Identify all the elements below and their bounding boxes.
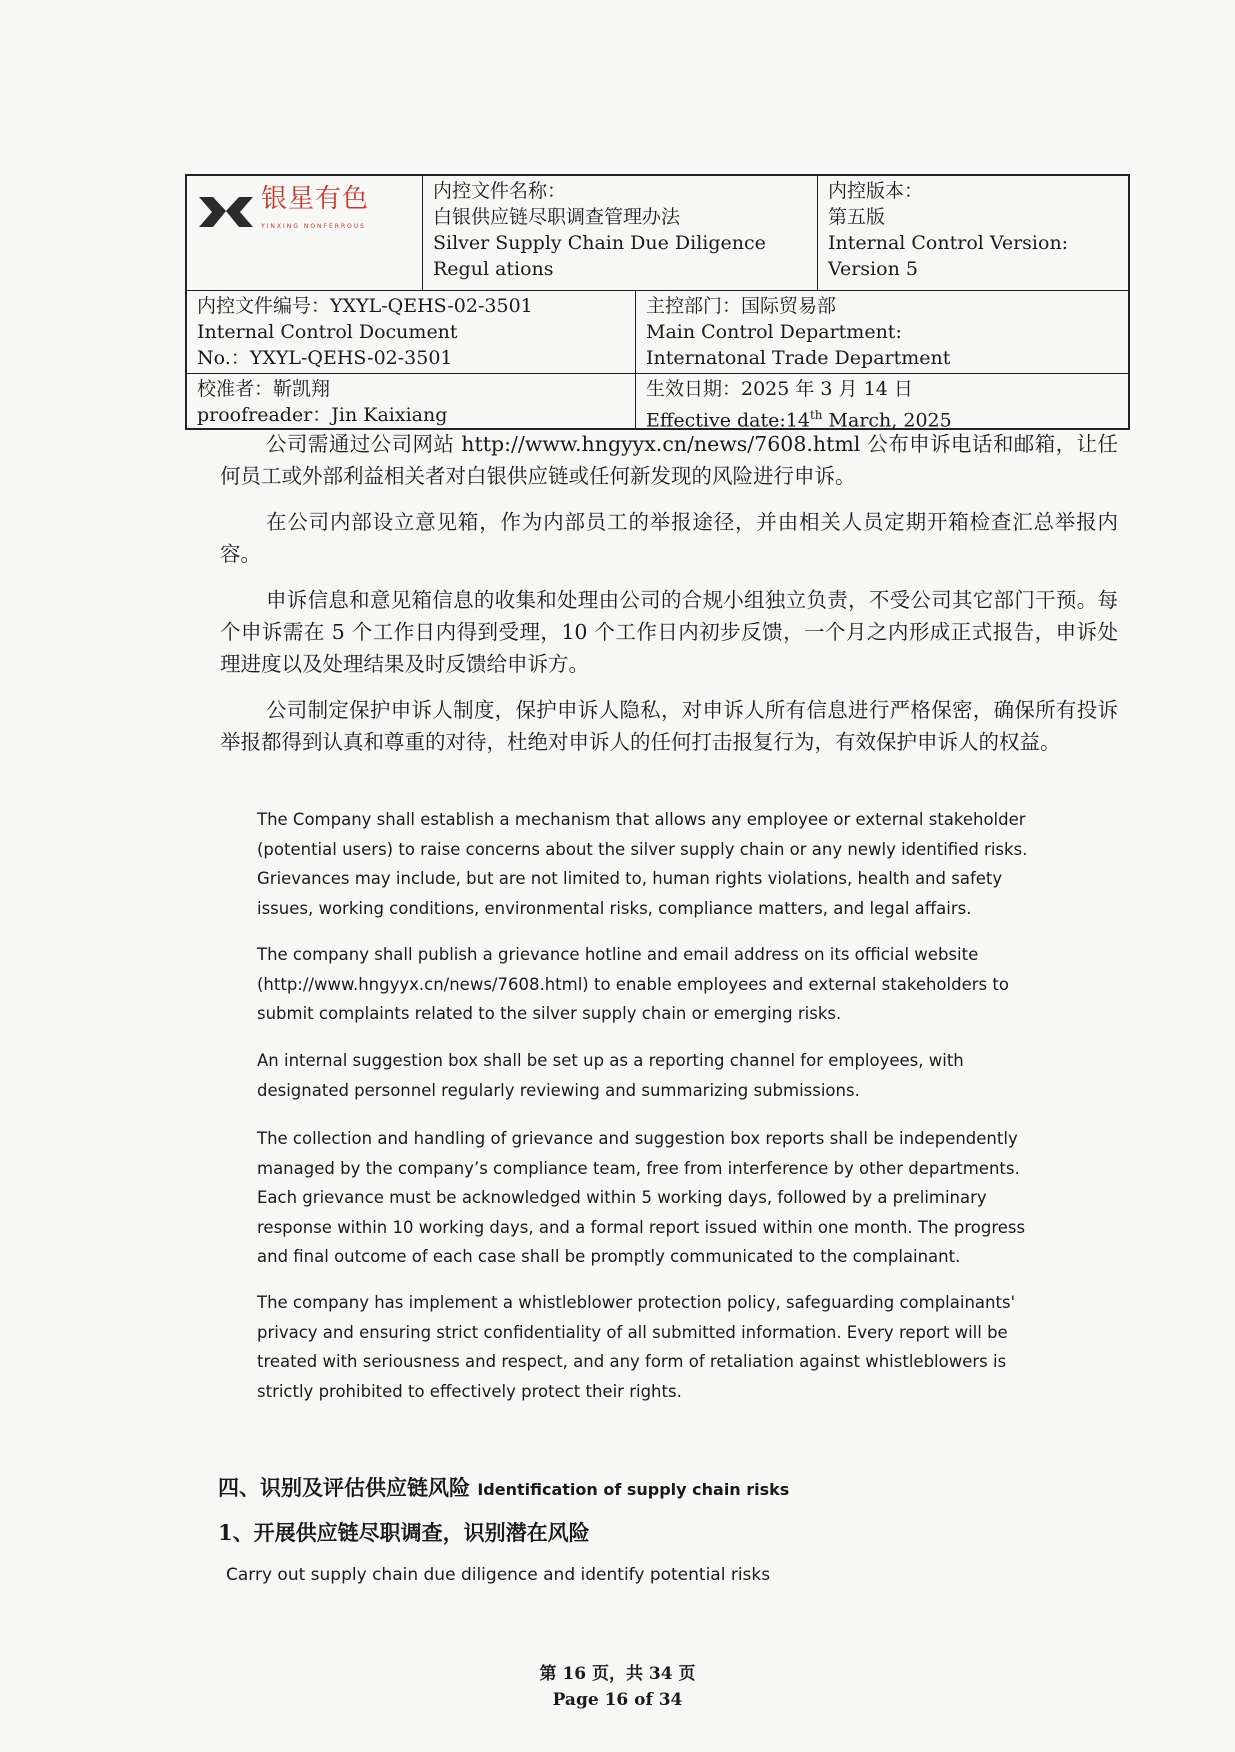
- effective-date-cell: [635, 374, 1128, 432]
- page-number-cn: 第 16 页，共 34 页: [539, 1664, 696, 1684]
- doc-name-en: Silver Supply Chain Due Diligence Regul ations: [433, 232, 766, 280]
- header-row-3: [187, 374, 1128, 432]
- page-number-en: Page 16 of 34: [552, 1690, 683, 1710]
- zh-paragraph-2: 在公司内部设立意见箱，作为内部员工的举报途径，并由相关人员定期开箱检查汇总举报内容。: [220, 510, 1118, 566]
- en-paragraph-1: The Company shall establish a mechanism that allows any employee or external stakeholder (potential users) to raise concerns about the silver supply chain or any newly identified risks. Grievances may include, but are not limited to, human rights violations, health and safety issues, working conditions, environmental risks, compliance matters, and legal affairs.: [257, 810, 1028, 918]
- en-paragraph-2: The company shall publish a grievance hotline and email address on its official website (http://www.hngyyx.cn/news/7608.html) to enable employees and external stakeholders to submit complaints related to the silver supply chain or emerging risks.: [257, 945, 1009, 1023]
- effective-date-en: Effective date:14th March, 2025: [646, 408, 952, 432]
- logo-subtext: YINXING NONFERROUS: [261, 223, 367, 230]
- section-heading: 四、识别及评估供应链风险 Identification of supply chain risks: [218, 1475, 790, 1500]
- zh-paragraph-3: 申诉信息和意见箱信息的收集和处理由公司的合规小组独立负责，不受公司其它部门干预。每个申诉需在 5 个工作日内得到受理，10 个工作日内初步反馈，一个月之内形成正式报告，申诉处理进度以及处理结果及时反馈给申诉方。: [220, 588, 1118, 676]
- logo-text: 银星有色: [261, 184, 370, 214]
- doc-number-cn: 内控文件编号：YXYL-QEHS-02-3501: [197, 295, 533, 317]
- doc-number-cell: [187, 291, 635, 373]
- doc-number-en-2: No.：YXYL-QEHS-02-3501: [197, 347, 453, 369]
- proofreader-en: proofreader：Jin Kaixiang: [197, 404, 448, 426]
- sub-heading-en: Carry out supply chain due diligence and identify potential risks: [226, 1565, 771, 1585]
- logo-mark-icon: [197, 195, 255, 229]
- department-cell: [635, 291, 1128, 373]
- version-en-label: Internal Control Version:: [828, 232, 1069, 254]
- header-row-1: [187, 176, 1128, 291]
- en-paragraph-5: The company has implement a whistleblower protection policy, safeguarding complainants' privacy and ensuring strict confidentiality of all submitted information. Every report will be treated with seriousness and respect, and any form of retaliation against whistleblowers is strictly prohibited to effectively protect their rights.: [257, 1293, 1016, 1401]
- en-paragraph-4: The collection and handling of grievance and suggestion box reports shall be independently managed by the company’s compliance team, free from interference by other departments. Each grievance must be acknowledged within 5 working days, followed by a preliminary response within 10 working days, and a formal report issued within one month. The progress and final outcome of each case shall be promptly communicated to the complainant.: [257, 1129, 1026, 1266]
- header-row-2: [187, 291, 1128, 374]
- version-cn: 第五版: [828, 206, 886, 228]
- effective-date-cn: 生效日期：2025 年 3 月 14 日: [646, 378, 913, 400]
- en-paragraph-3: An internal suggestion box shall be set up as a reporting channel for employees, with designated personnel regularly reviewing and summarizing submissions.: [257, 1051, 964, 1100]
- department-en-2: Internatonal Trade Department: [646, 347, 951, 369]
- proofreader-cell: [187, 374, 635, 428]
- header-table: [185, 174, 1130, 430]
- zh-paragraph-1: 公司需通过公司网站 http://www.hngyyx.cn/news/7608.html 公布申诉电话和邮箱，让任何员工或外部利益相关者对白银供应链或任何新发现的风险进行申诉。: [220, 432, 1118, 488]
- version-cell: [817, 176, 1128, 290]
- doc-name-cell: [422, 176, 817, 290]
- zh-paragraph-4: 公司制定保护申诉人制度，保护申诉人隐私，对申诉人所有信息进行严格保密，确保所有投诉举报都得到认真和尊重的对待，杜绝对申诉人的任何打击报复行为，有效保护申诉人的权益。: [220, 698, 1118, 754]
- doc-number-en-1: Internal Control Document: [197, 321, 458, 343]
- proofreader-cn: 校准者：靳凯翔: [197, 378, 331, 400]
- department-cn: 主控部门：国际贸易部: [646, 295, 837, 317]
- doc-name-cn: 白银供应链尽职调查管理办法: [433, 206, 681, 228]
- sub-heading: 1、开展供应链尽职调查，识别潜在风险: [218, 1520, 590, 1545]
- version-en: Version 5: [828, 258, 918, 280]
- doc-name-label: 内控文件名称：: [433, 180, 567, 202]
- version-label: 内控版本：: [828, 180, 924, 202]
- company-logo: [197, 184, 369, 240]
- department-en-1: Main Control Department:: [646, 321, 902, 343]
- logo-cell: [187, 176, 422, 290]
